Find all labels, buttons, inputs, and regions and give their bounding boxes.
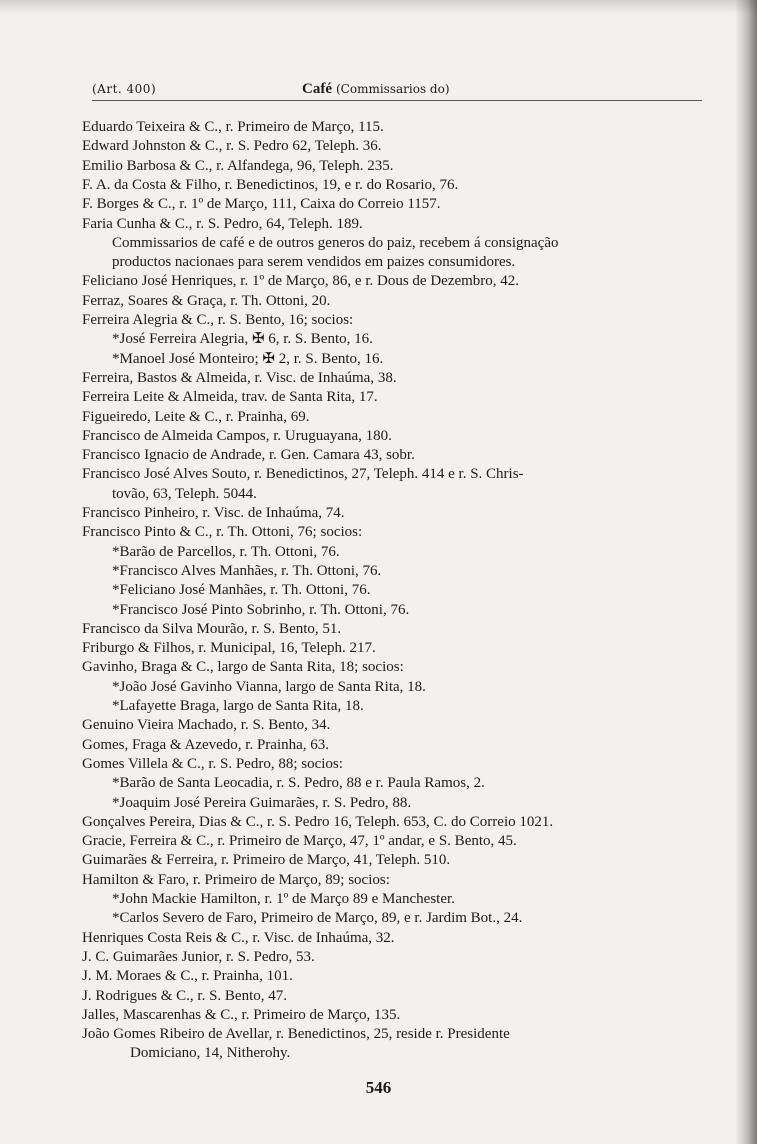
directory-entry: F. A. da Costa & Filho, r. Benedictinos, 19, e r. do Rosario, 76. (82, 176, 459, 193)
directory-entry-continuation: *Manoel José Monteiro; ✠ 2, r. S. Bento, 16. (112, 350, 384, 367)
directory-entry: Gonçalves Pereira, Dias & C., r. S. Pedro 16, Teleph. 653, C. do Correio 1021. (82, 813, 554, 830)
directory-entry: Francisco Pinheiro, r. Visc. de Inhaúma, 74. (82, 505, 345, 521)
directory-entry-continuation: *Joaquim José Pereira Guimarães, r. S. Pedro, 88. (112, 794, 412, 811)
directory-entry: Francisco da Silva Mourão, r. S. Bento, 51. (82, 620, 342, 637)
directory-entry-continuation: *João José Gavinho Vianna, largo de Santa Rita, 18. (112, 678, 426, 695)
directory-entry: F. Borges & C., r. 1º de Março, 111, Caixa do Correio 1157. (82, 196, 441, 213)
directory-entry-continuation: *John Mackie Hamilton, r. 1º de Março 89 e Manchester. (112, 891, 455, 907)
directory-entry: Gavinho, Braga & C., largo de Santa Rita, 18; socios: (82, 659, 404, 676)
directory-entry: Eduardo Teixeira & C., r. Primeiro de Março, 115. (82, 119, 384, 135)
directory-entry: Gomes, Fraga & Azevedo, r. Prainha, 63. (82, 736, 330, 753)
article-reference: (Art. 400) (92, 82, 157, 96)
directory-entry: Hamilton & Faro, r. Primeiro de Março, 89; socios: (82, 871, 390, 888)
directory-entry: Jalles, Mascarenhas & C., r. Primeiro de Março, 135. (82, 1006, 401, 1023)
directory-entry: Ferreira Alegria & C., r. S. Bento, 16; socios: (82, 312, 354, 328)
directory-entry-continuation: *Carlos Severo de Faro, Primeiro de Março, 89, e r. Jardim Bot., 24. (112, 910, 523, 927)
running-header (92, 78, 702, 101)
directory-entry-continuation: *Francisco José Pinto Sobrinho, r. Th. Ottoni, 76. (112, 601, 410, 618)
directory-entry: Ferreira Leite & Almeida, trav. de Santa Rita, 17. (82, 389, 378, 406)
directory-entry: Guimarães & Ferreira, r. Primeiro de Março, 41, Teleph. 510. (82, 852, 451, 869)
directory-entry: Emilio Barbosa & C., r. Alfandega, 96, Teleph. 235. (82, 157, 394, 174)
directory-entry: Faria Cunha & C., r. S. Pedro, 64, Teleph. 189. (82, 215, 363, 232)
directory-entry-continuation: tovão, 63, Teleph. 5044. (112, 485, 257, 502)
directory-entry: Francisco José Alves Souto, r. Benedictinos, 27, Teleph. 414 e r. S. Chris- (82, 466, 524, 483)
directory-entry: Figueiredo, Leite & C., r. Prainha, 69. (82, 408, 310, 425)
directory-entry-continuation: Domiciano, 14, Nitherohy. (130, 1045, 291, 1062)
directory-entry: Friburgo & Filhos, r. Municipal, 16, Teleph. 217. (82, 640, 376, 657)
directory-entry-continuation: productos nacionaes para serem vendidos em paizes consumidores. (112, 254, 516, 271)
directory-entry: Henriques Costa Reis & C., r. Visc. de Inhaúma, 32. (82, 929, 395, 946)
directory-entry-continuation: *Feliciano José Manhães, r. Th. Ottoni, 76. (112, 582, 371, 599)
directory-entry: Genuino Vieira Machado, r. S. Bento, 34. (82, 717, 331, 734)
directory-entry: Feliciano José Henriques, r. 1º de Março, 86, e r. Dous de Dezembro, 42. (82, 273, 520, 290)
directory-entry: João Gomes Ribeiro de Avellar, r. Benedictinos, 25, reside r. Presidente (82, 1026, 510, 1043)
directory-entry: Ferraz, Soares & Graça, r. Th. Ottoni, 20. (82, 292, 331, 309)
directory-entry: J. C. Guimarães Junior, r. S. Pedro, 53. (82, 948, 315, 965)
directory-entry: Francisco Pinto & C., r. Th. Ottoni, 76; socios: (82, 524, 363, 541)
page-number: 546 (365, 1078, 392, 1097)
section-title-subtitle: (Commissarios do) (336, 82, 450, 96)
directory-entry-continuation: *Barão de Santa Leocadia, r. S. Pedro, 88 e r. Paula Ramos, 2. (112, 775, 485, 792)
directory-entry: J. Rodrigues & C., r. S. Bento, 47. (82, 987, 288, 1004)
directory-entry-continuation: *Barão de Parcellos, r. Th. Ottoni, 76. (112, 543, 340, 560)
section-title (302, 78, 450, 100)
directory-entry-continuation: *Lafayette Braga, largo de Santa Rita, 18. (112, 698, 364, 714)
directory-entry-continuation: Commissarios de café e de outros generos do paiz, recebem á consignação (112, 234, 559, 251)
directory-entry-continuation: *Francisco Alves Manhães, r. Th. Ottoni, 76. (112, 562, 382, 579)
directory-entry: Edward Johnston & C., r. S. Pedro 62, Teleph. 36. (82, 138, 382, 155)
directory-entry: J. M. Moraes & C., r. Prainha, 101. (82, 968, 293, 985)
directory-entry-continuation: *José Ferreira Alegria, ✠ 6, r. S. Bento, 16. (112, 331, 373, 348)
page-binding-shadow (735, 0, 757, 1144)
directory-entry: Ferreira, Bastos & Almeida, r. Visc. de Inhaúma, 38. (82, 369, 397, 386)
directory-entry: Francisco de Almeida Campos, r. Uruguayana, 180. (82, 427, 392, 444)
directory-entry: Gracie, Ferreira & C., r. Primeiro de Março, 47, 1º andar, e S. Bento, 45. (82, 833, 517, 850)
directory-entry: Francisco Ignacio de Andrade, r. Gen. Camara 43, sobr. (82, 447, 415, 464)
page-top-edge-shadow (0, 0, 757, 14)
section-title-main: Café (302, 81, 332, 97)
directory-entry: Gomes Villela & C., r. S. Pedro, 88; socios: (82, 755, 343, 772)
